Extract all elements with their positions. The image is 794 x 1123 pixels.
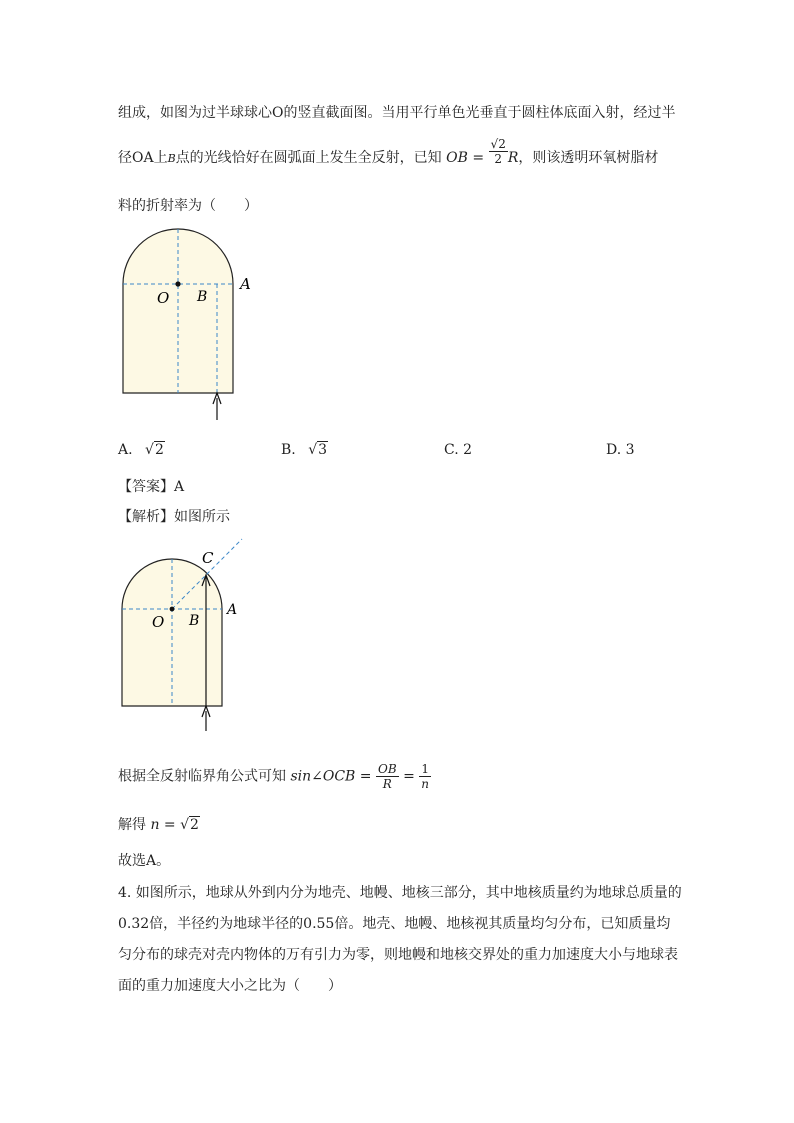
ob-lhs: OB = [446,150,485,166]
option-d-value: 3 [625,442,635,458]
analysis-line [118,507,230,527]
option-a [118,440,165,460]
option-c-value: 2 [463,442,473,458]
option-b-letter: B. [281,442,296,458]
option-d [606,440,635,460]
figure-2 [115,534,255,734]
formula-1-fraction-ob-r [376,762,399,791]
option-c [444,440,472,460]
answer-tag: 【答案】 [118,479,174,495]
formula-2-sqrt: √2 [180,817,199,833]
answer-value: A [174,479,185,495]
figure-2-label-b: B [189,613,200,629]
figure-1 [115,222,275,422]
figure-2-label-o: O [152,613,165,631]
ob-r: R [507,150,519,166]
option-b-value: √3 [308,442,328,458]
formula-2-prefix: 解得 [118,817,146,833]
q3-line-1: 组成，如图为过半球球心O的竖直截面图。当用平行单色光垂直于圆柱体底面入射，经过半 [118,105,676,121]
formula-1-num-ob: OB [377,762,397,776]
formula-1 [118,762,431,791]
q3-line-2-d: ，则该透明环氧树脂材 [518,150,659,166]
answer-line [118,477,184,497]
analysis-text: 如图所示 [174,509,230,525]
q3-line-2-a: 径OA上 [118,150,168,166]
q4-line-1: 4. 如图所示，地球从外到内分为地壳、地幔、地核三部分，其中地核质量约为地球总质量的 [118,885,682,901]
ob-numerator: √2 [490,136,506,151]
q3-point-b: B [167,152,176,165]
formula-1-den-r: R [382,777,392,791]
formula-2-lhs: n = [150,817,176,833]
ob-denominator: 2 [494,151,502,166]
figure-1-center-dot [175,281,180,286]
conclusion-line: 故选A。 [118,853,171,869]
figure-2-label-a: A [227,602,238,618]
formula-1-prefix: 根据全反射临界角公式可知 [118,768,286,785]
q4-line-4: 面的重力加速度大小之比为（ ） [118,978,342,994]
option-c-letter: C. [444,442,459,458]
option-a-letter: A. [118,442,133,458]
figure-1-label-b: B [197,289,208,305]
q3-line-2 [118,136,659,169]
q3-line-2-c: 点的光线恰好在圆弧面上发生全反射，已知 [175,150,442,166]
figure-1-label-o: O [157,289,170,307]
formula-1-den-n: n [421,777,430,791]
figure-2-label-c: C [202,549,214,567]
option-d-letter: D. [606,442,622,458]
q4-line-2: 0.32倍，半径约为地球半径的0.55倍。地壳、地幔、地核视其质量均匀分布，已知质量均 [118,916,671,932]
q3-line-3: 料的折射率为（ ） [118,198,258,214]
figure-2-center-dot [170,607,175,612]
option-a-value: √2 [145,442,164,458]
formula-2 [118,815,200,835]
option-b [281,440,328,460]
q4-line-3: 匀分布的球壳对壳内物体的万有引力为零，则地幔和地核交界处的重力加速度大小与地球表 [118,947,678,963]
analysis-tag: 【解析】 [118,509,174,525]
figure-1-label-a: A [240,275,251,293]
formula-1-equals: = [403,768,415,785]
ob-fraction [489,137,508,166]
formula-1-fraction-1-n [419,762,431,791]
formula-1-sin: sin∠OCB = [290,768,372,785]
formula-1-num-1: 1 [419,762,431,777]
